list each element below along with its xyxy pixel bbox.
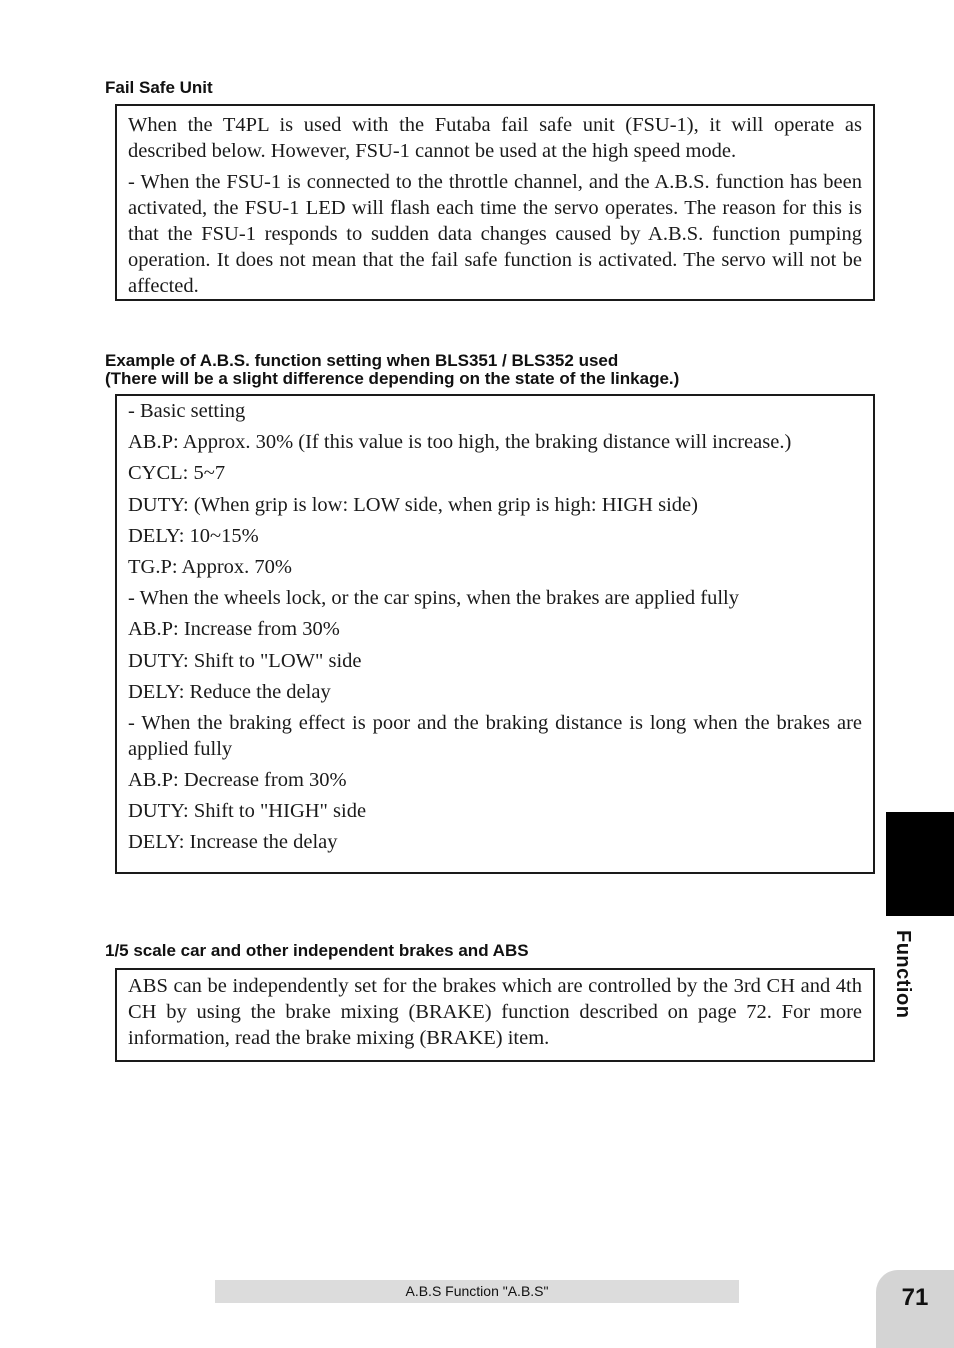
setting-line: DUTY: Shift to "LOW" side [128, 649, 362, 672]
fail-safe-heading: Fail Safe Unit [105, 78, 213, 97]
setting-line: DUTY: Shift to "HIGH" side [128, 800, 367, 823]
setting-line: - When the wheels lock, or the car spins, when the brakes are applied fully [128, 587, 739, 610]
setting-line: DELY: 10~15% [128, 524, 259, 547]
setting-line: - Basic setting [128, 400, 246, 422]
example-heading-line2: (There will be a slight difference depending on the state of the linkage.) [105, 369, 680, 388]
setting-line: AB.P: Increase from 30% [128, 618, 340, 641]
section-tab-marker [886, 812, 954, 916]
setting-line: - When the braking effect is poor and the braking distance is long when the brakes are applied fully [128, 711, 862, 760]
scale-heading: 1/5 scale car and other independent brakes and ABS [105, 941, 529, 960]
scale-paragraph: ABS can be independently set for the brakes which are controlled by the 3rd CH and 4th CH by using the brake mixing (BRAKE) function described on page 72. For more information, read the brake mixing (BRAKE) item. [128, 975, 862, 1049]
scale-box [115, 968, 875, 1062]
fail-safe-paragraph-1: When the T4PL is used with the Futaba fail safe unit (FSU-1), it will operate as described below. However, FSU-1 cannot be used at the high speed mode. [128, 114, 862, 162]
example-heading-line1: Example of A.B.S. function setting when BLS351 / BLS352 used [105, 351, 619, 370]
page-number-tab [876, 1270, 954, 1348]
setting-line: DELY: Increase the delay [128, 831, 338, 854]
fail-safe-paragraph-2: - When the FSU-1 is connected to the throttle channel, and the A.B.S. function has been activated, the FSU-1 LED will flash each time the servo operates. The reason for this is that the FSU-1 responds to sudden data changes caused by A.B.S. function pumping operation. It does not mean that the fail safe function is activated. The servo will not be affected. [128, 171, 862, 297]
setting-line: AB.P: Decrease from 30% [128, 769, 347, 792]
fail-safe-box [115, 104, 875, 301]
example-heading [105, 352, 679, 388]
example-box [115, 394, 875, 874]
setting-line: CYCL: 5~7 [128, 462, 226, 485]
section-tab-label: Function [892, 930, 914, 1019]
setting-line: DELY: Reduce the delay [128, 680, 331, 703]
page-number: 71 [901, 1284, 929, 1311]
setting-line: TG.P: Approx. 70% [128, 555, 292, 578]
footer-title: A.B.S Function "A.B.S" [215, 1280, 739, 1303]
setting-line: AB.P: Approx. 30% (If this value is too high, the braking distance will increase.) [128, 431, 792, 454]
setting-line: DUTY: (When grip is low: LOW side, when grip is high: HIGH side) [128, 493, 698, 516]
